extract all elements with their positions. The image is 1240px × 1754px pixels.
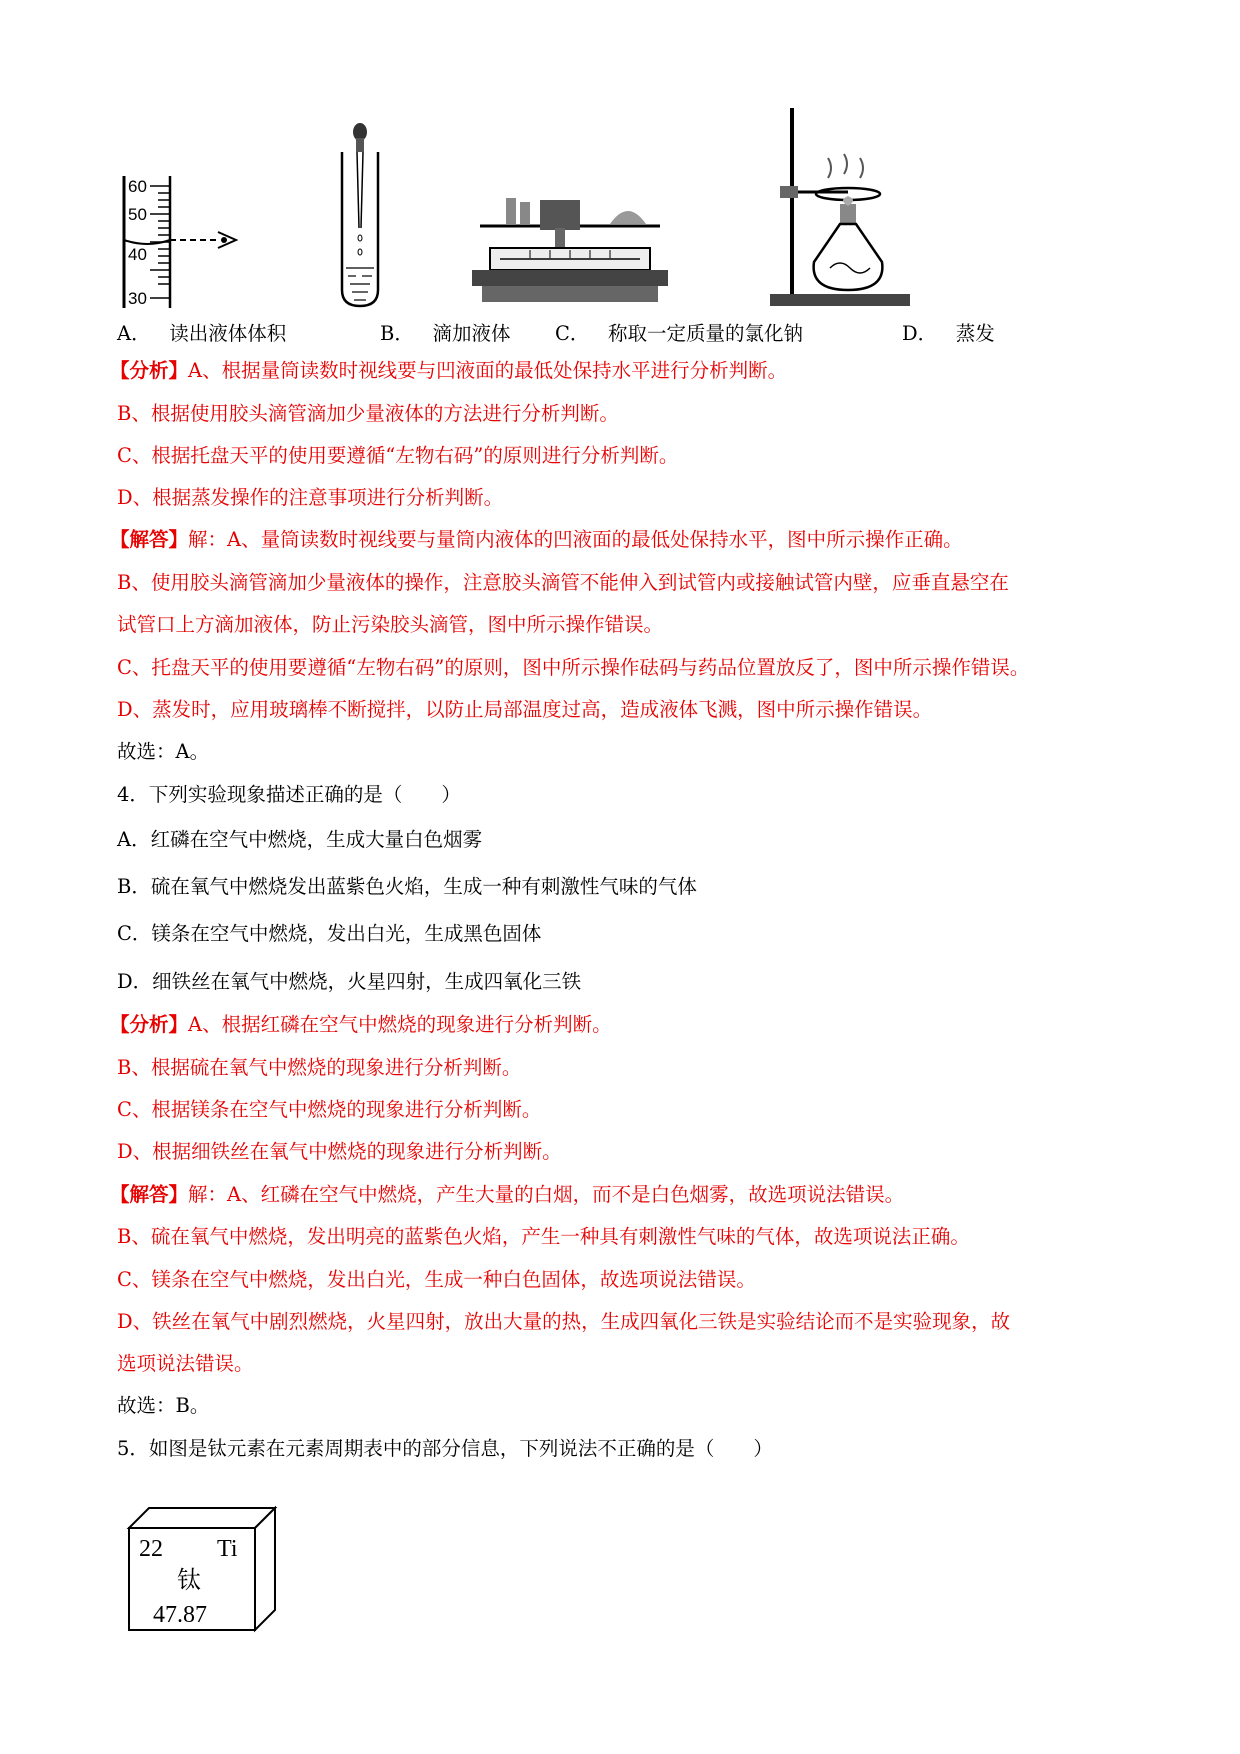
option-c-caption: C． 称取一定质量的氯化钠 xyxy=(555,322,804,345)
q4-stem: 4．下列实验现象描述正确的是（ ） xyxy=(117,783,461,806)
scale-label-40: 40 xyxy=(128,245,147,264)
q4-choice: 故选：B。 xyxy=(117,1394,210,1417)
q4-option-d: D．细铁丝在氧气中燃烧，火星四射，生成四氧化三铁 xyxy=(117,970,582,993)
q3-answer-line-4: C、托盘天平的使用要遵循“左物右码”的原则，图中所示操作砝码与药品位置放反了，图中所示操作错误。 xyxy=(117,656,1030,679)
q4-analysis-line-2: B、根据硫在氧气中燃烧的现象进行分析判断。 xyxy=(117,1056,522,1079)
balance-figure xyxy=(470,188,670,308)
q4-option-a: A．红磷在空气中燃烧，生成大量白色烟雾 xyxy=(117,828,483,851)
scale-label-50: 50 xyxy=(128,205,147,224)
q4-analysis-line-4: D、根据细铁丝在氧气中燃烧的现象进行分析判断。 xyxy=(117,1140,562,1163)
q4-answer-line-5: 选项说法错误。 xyxy=(117,1352,254,1375)
q3-figures xyxy=(110,118,1030,308)
element-symbol: Ti xyxy=(217,1536,238,1562)
q4-answer-line-2: B、硫在氧气中燃烧，发出明亮的蓝紫色火焰，产生一种具有刺激性气味的气体，故选项说法正确。 xyxy=(117,1225,970,1248)
dropper-test-tube-figure xyxy=(330,118,390,308)
q4-option-b: B．硫在氧气中燃烧发出蓝紫色火焰，生成一种有刺激性气味的气体 xyxy=(117,875,697,898)
option-b-caption: B． 滴加液体 xyxy=(380,322,511,345)
q4-answer-line-3: C、镁条在空气中燃烧，发出白光，生成一种白色固体，故选项说法错误。 xyxy=(117,1268,756,1291)
scale-label-60: 60 xyxy=(128,177,147,196)
element-name: 钛 xyxy=(177,1568,201,1594)
option-d-caption: D． 蒸发 xyxy=(902,322,995,345)
q4-answer-line-1: 【解答】解：A、红磷在空气中燃烧，产生大量的白烟，而不是白色烟雾，故选项说法错误。 xyxy=(110,1183,905,1206)
q3-answer-line-3: 试管口上方滴加液体，防止污染胶头滴管，图中所示操作错误。 xyxy=(117,613,664,636)
q3-analysis-line-1: 【分析】A、根据量筒读数时视线要与凹液面的最低处保持水平进行分析判断。 xyxy=(110,359,788,382)
q5-stem: 5．如图是钛元素在元素周期表中的部分信息，下列说法不正确的是（ ） xyxy=(117,1437,773,1460)
evaporation-figure xyxy=(770,108,910,308)
titanium-element-cell xyxy=(125,1504,280,1634)
q3-analysis-line-3: C、根据托盘天平的使用要遵循“左物右码”的原则进行分析判断。 xyxy=(117,444,679,467)
q4-answer-line-4: D、铁丝在氧气中剧烈燃烧，火星四射，放出大量的热，生成四氧化三铁是实验结论而不是实验现象，故 xyxy=(117,1310,1011,1333)
q3-choice: 故选：A。 xyxy=(117,740,210,763)
q3-analysis-line-2: B、根据使用胶头滴管滴加少量液体的方法进行分析判断。 xyxy=(117,402,619,425)
graduated-cylinder-figure xyxy=(110,168,250,308)
q4-analysis-line-1: 【分析】A、根据红磷在空气中燃烧的现象进行分析判断。 xyxy=(110,1013,612,1036)
atomic-mass: 47.87 xyxy=(153,1602,207,1628)
atomic-number: 22 xyxy=(139,1536,163,1562)
q4-analysis-line-3: C、根据镁条在空气中燃烧的现象进行分析判断。 xyxy=(117,1098,542,1121)
q3-answer-line-5: D、蒸发时，应用玻璃棒不断搅拌，以防止局部温度过高，造成液体飞溅，图中所示操作错误。 xyxy=(117,698,933,721)
q3-answer-line-2: B、使用胶头滴管滴加少量液体的操作，注意胶头滴管不能伸入到试管内或接触试管内壁，应垂直悬空在 xyxy=(117,571,1009,594)
q3-answer-line-1: 【解答】解：A、量筒读数时视线要与量筒内液体的凹液面的最低处保持水平，图中所示操作正确。 xyxy=(110,528,963,551)
option-a-caption: A． 读出液体体积 xyxy=(117,322,287,345)
q4-option-c: C．镁条在空气中燃烧，发出白光，生成黑色固体 xyxy=(117,922,542,945)
scale-label-30: 30 xyxy=(128,289,147,308)
q3-analysis-line-4: D、根据蒸发操作的注意事项进行分析判断。 xyxy=(117,486,504,509)
